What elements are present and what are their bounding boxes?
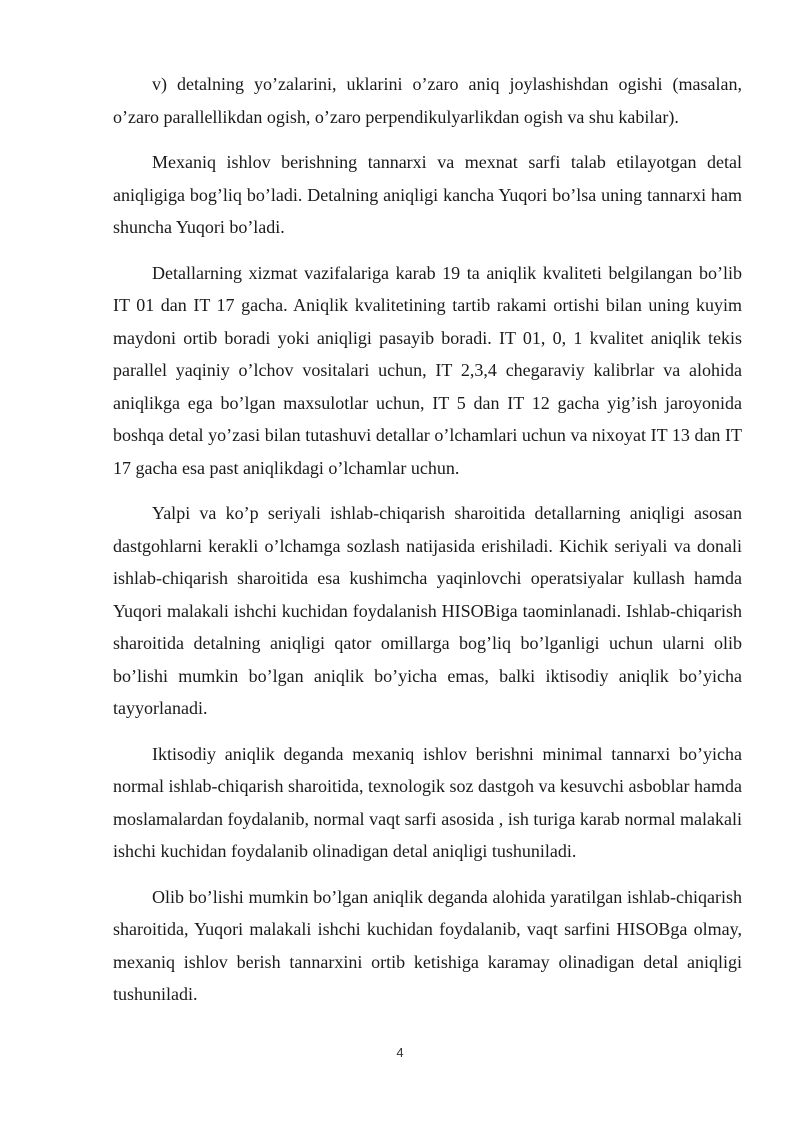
document-body [113, 68, 742, 1024]
paragraph: v) detalning yo’zalarini, uklarini o’zaro aniq joylashishdan ogishi (masalan, o’zaro parallellikdan ogish, o’zaro perpendikulyarlikdan ogish va shu kabilar). [113, 74, 742, 127]
paragraph: Mexaniq ishlov berishning tannarxi va mexnat sarfi talab etilayotgan detal aniqligiga bog’liq bo’ladi. Detalning aniqligi kancha Yuqori bo’lsa uning tannarxi ham shuncha Yuqori bo’ladi. [113, 152, 742, 237]
page-number: 4 [396, 1045, 404, 1060]
paragraph: Detallarning xizmat vazifalariga karab 19 ta aniqlik kvaliteti belgilangan bo’lib IT 01 dan IT 17 gacha. Aniqlik kvalitetining tartib rakami ortishi bilan uning kuyim maydoni ortib boradi yoki aniqligi pasayib boradi. IT 01, 0, 1 kvalitet aniqlik tekis parallel yaqiniy o’lchov vositalari uchun, IT 2,3,4 chegaraviy kalibrlar va alohida aniqlikga ega bo’lgan maxsulotlar uchun, IT 5 dan IT 12 gacha yig’ish jaroyonida boshqa detal yo’zasi bilan tutashuvi detallar o’lchamlari uchun va nixoyat IT 13 dan IT 17 gacha esa past aniqlikdagi o’lchamlar uchun. [113, 262, 742, 478]
paragraph: Iktisodiy aniqlik deganda mexaniq ishlov berishni minimal tannarxi bo’yicha normal ishlab-chiqarish sharoitida, texnologik soz dastgoh va kesuvchi asboblar hamda moslamalardan foydalanib, normal vaqt sarfi asosida , ish turiga karab normal malakali ishchi kuchidan foydalanib olinadigan detal aniqligi tushuniladi. [113, 743, 742, 861]
paragraph: Olib bo’lishi mumkin bo’lgan aniqlik deganda alohida yaratilgan ishlab-chiqarish sharoitida, Yuqori malakali ishchi kuchidan foydalanib, vaqt sarfini HISOBga olmay, mexaniq ishlov berish tannarxini ortib ketishiga karamay olinadigan detal aniqligi tushuniladi. [113, 886, 742, 1004]
paragraph: Yalpi va ko’p seriyali ishlab-chiqarish sharoitida detallarning aniqligi asosan dastgohlarni kerakli o’lchamga sozlash natijasida erishiladi. Kichik seriyali va donali ishlab-chiqarish sharoitida esa kushimcha yaqinlovchi operatsiyalar kullash hamda Yuqori malakali ishchi kuchidan foydalanish HISOBiga taominlanadi. Ishlab-chiqarish sharoitida detalning aniqligi qator omillarga bog’liq bo’lganligi uchun ularni olib bo’lishi mumkin bo’lgan aniqlik bo’yicha emas, balki iktisodiy aniqlik bo’yicha tayyorlanadi. [113, 503, 742, 718]
